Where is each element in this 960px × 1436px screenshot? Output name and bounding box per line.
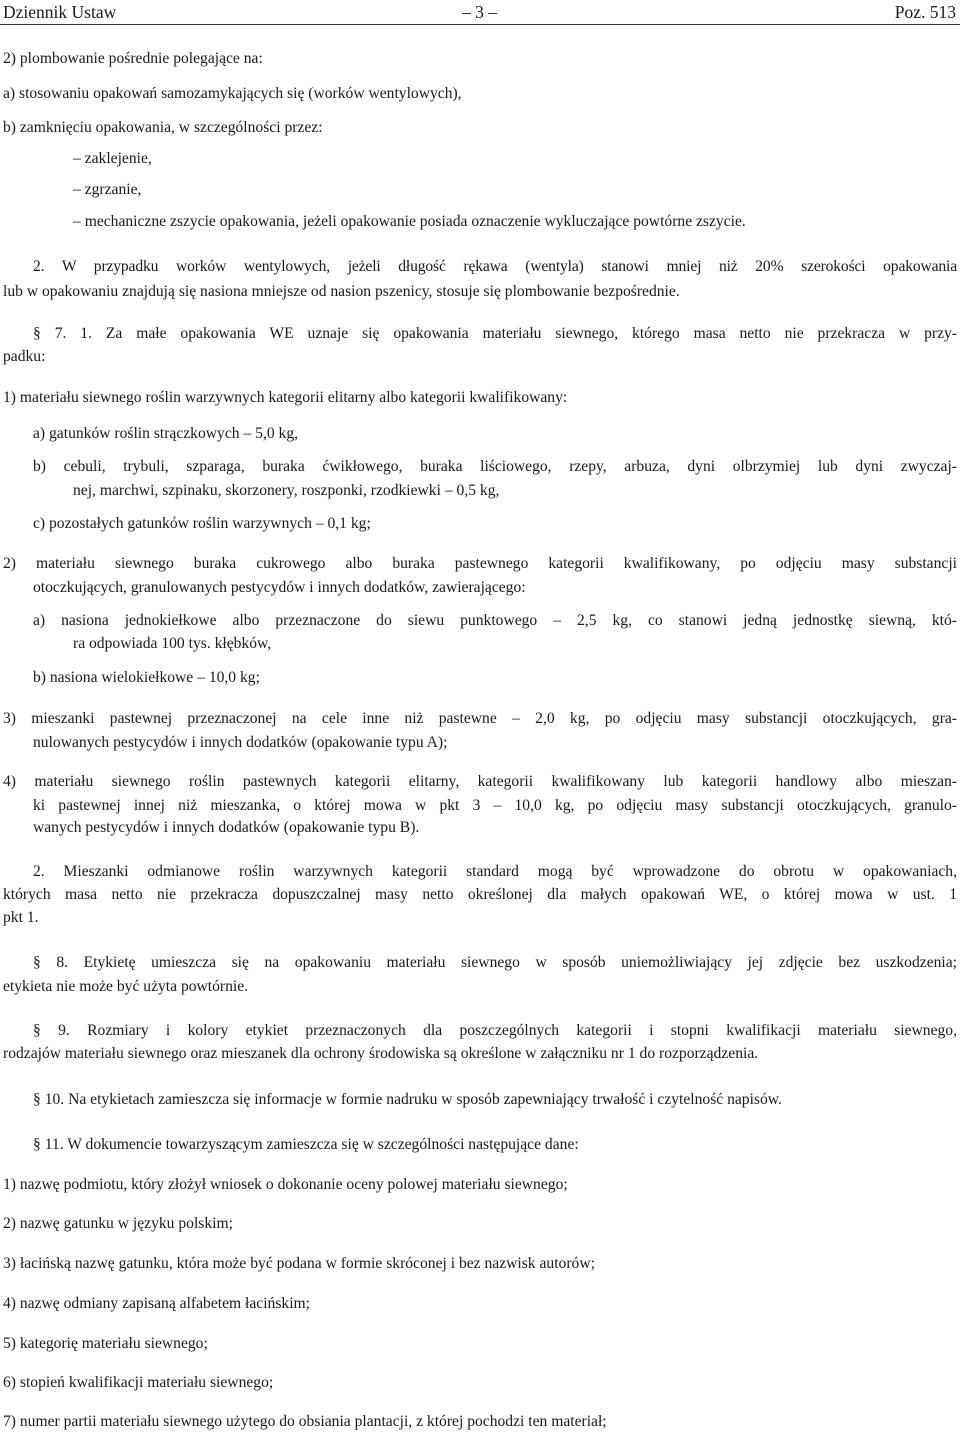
text-line: § 11. W dokumencie towarzyszącym zamieszcza się w szczególności następujące dane: — [33, 1136, 579, 1153]
text-line: § 9. Rozmiary i kolory etykiet przeznaczonych dla poszczególnych kategorii i stopni kwalifikacji materiału siewnego, — [33, 1022, 957, 1039]
text-line: ki pastewnej innej niż mieszanka, o której mowa w pkt 3 – 10,0 kg, po odjęciu masy substancji otoczkujących, granulo- — [33, 797, 957, 814]
text-line: pkt 1. — [3, 909, 39, 926]
text-line: c) pozostałych gatunków roślin warzywnych – 0,1 kg; — [33, 515, 371, 532]
position-number: Poz. 513 — [894, 2, 956, 22]
text-line: a) gatunków roślin strączkowych – 5,0 kg, — [33, 425, 299, 442]
text-line: b) nasiona wielokiełkowe – 10,0 kg; — [33, 669, 260, 686]
text-line: 3) mieszanki pastewnej przeznaczonej na cele inne niż pastewne – 2,0 kg, po odjęciu masy substancji otoczkujących, gra- — [3, 710, 957, 727]
text-line: 3) łacińską nazwę gatunku, która może być podana w formie skróconej i bez nazwisk autorów; — [3, 1255, 595, 1272]
text-line: rodzajów materiału siewnego oraz mieszanek dla ochrony środowiska są określone w załączniku nr 1 do rozporządzenia. — [3, 1045, 759, 1062]
text-line: 5) kategorię materiału siewnego; — [3, 1335, 208, 1352]
text-line: których masa netto nie przekracza dopuszczalnej masy netto określonej dla małych opakowań WE, o której mowa w ust. 1 — [3, 886, 957, 903]
text-line: § 8. Etykietę umieszcza się na opakowaniu materiału siewnego w sposób uniemożliwiający jej zdjęcie bez uszkodzenia; — [33, 954, 957, 971]
text-line: 6) stopień kwalifikacji materiału siewnego; — [3, 1374, 274, 1391]
text-line: nej, marchwi, szpinaku, skorzonery, roszponki, rzodkiewki – 0,5 kg, — [73, 482, 500, 499]
text-line: 4) nazwę odmiany zapisaną alfabetem łacińskim; — [3, 1295, 310, 1312]
text-line: 2) nazwę gatunku w języku polskim; — [3, 1215, 233, 1232]
text-line: – zaklejenie, — [73, 150, 152, 167]
header-rule — [0, 24, 960, 25]
text-line: a) nasiona jednokiełkowe albo przeznaczone do siewu punktowego – 2,5 kg, co stanowi jedną jednostkę siewną, któ- — [33, 612, 957, 629]
text-line: 7) numer partii materiału siewnego użytego do obsiania plantacji, z której pochodzi ten materiał; — [3, 1413, 607, 1430]
text-line: 1) nazwę podmiotu, który złożył wniosek o dokonanie oceny polowej materiału siewnego; — [3, 1176, 568, 1193]
text-line: etykieta nie może być użyta powtórnie. — [3, 978, 249, 995]
text-line: 2. W przypadku worków wentylowych, jeżeli długość rękawa (wentyla) stanowi mniej niż 20% szerokości opakowania — [33, 258, 957, 275]
text-line: nulowanych pestycydów i innych dodatków (opakowanie typu A); — [33, 734, 448, 751]
text-line: ra odpowiada 100 tys. kłębków, — [73, 635, 272, 652]
text-line: lub w opakowaniu znajdują się nasiona mniejsze od nasion pszenicy, stosuje się plombowanie bezpośrednie. — [3, 283, 680, 300]
text-line: – zgrzanie, — [73, 181, 142, 198]
text-line: § 7. 1. Za małe opakowania WE uznaje się opakowania materiału siewnego, którego masa netto nie przekracza w przy- — [33, 325, 957, 342]
text-line: 1) materiału siewnego roślin warzywnych kategorii elitarny albo kategorii kwalifikowany: — [3, 389, 568, 406]
text-line: a) stosowaniu opakowań samozamykających się (worków wentylowych), — [3, 85, 462, 102]
text-line: b) cebuli, trybuli, szparaga, buraka ćwikłowego, buraka liściowego, rzepy, arbuza, dyni olbrzymiej lub dyni zwyczaj- — [33, 458, 957, 475]
text-line: wanych pestycydów i innych dodatków (opakowanie typu B). — [33, 819, 420, 836]
page-header — [0, 0, 960, 24]
text-line: 2) plombowanie pośrednie polegające na: — [3, 50, 263, 67]
text-line: padku: — [3, 348, 46, 365]
text-line: 4) materiału siewnego roślin pastewnych kategorii elitarny, kategorii kwalifikowany lub kategorii handlowy albo mieszan- — [3, 773, 957, 790]
text-line: 2. Mieszanki odmianowe roślin warzywnych kategorii standard mogą być wprowadzone do obrotu w opakowaniach, — [33, 863, 957, 880]
text-line: otoczkujących, granulowanych pestycydów i innych dodatków, zawierającego: — [33, 579, 526, 596]
text-line: – mechaniczne zszycie opakowania, jeżeli opakowanie posiada oznaczenie wykluczające powtórne zszycie. — [73, 213, 746, 230]
text-line: § 10. Na etykietach zamieszcza się informacje w formie nadruku w sposób zapewniający trwałość i czytelność napisów. — [33, 1091, 782, 1108]
journal-title: Dziennik Ustaw — [3, 2, 117, 22]
text-line: 2) materiału siewnego buraka cukrowego albo buraka pastewnego kategorii kwalifikowany, po odjęciu masy substancji — [3, 555, 957, 572]
page-number: – 3 – — [462, 2, 497, 22]
text-line: b) zamknięciu opakowania, w szczególności przez: — [3, 119, 323, 136]
